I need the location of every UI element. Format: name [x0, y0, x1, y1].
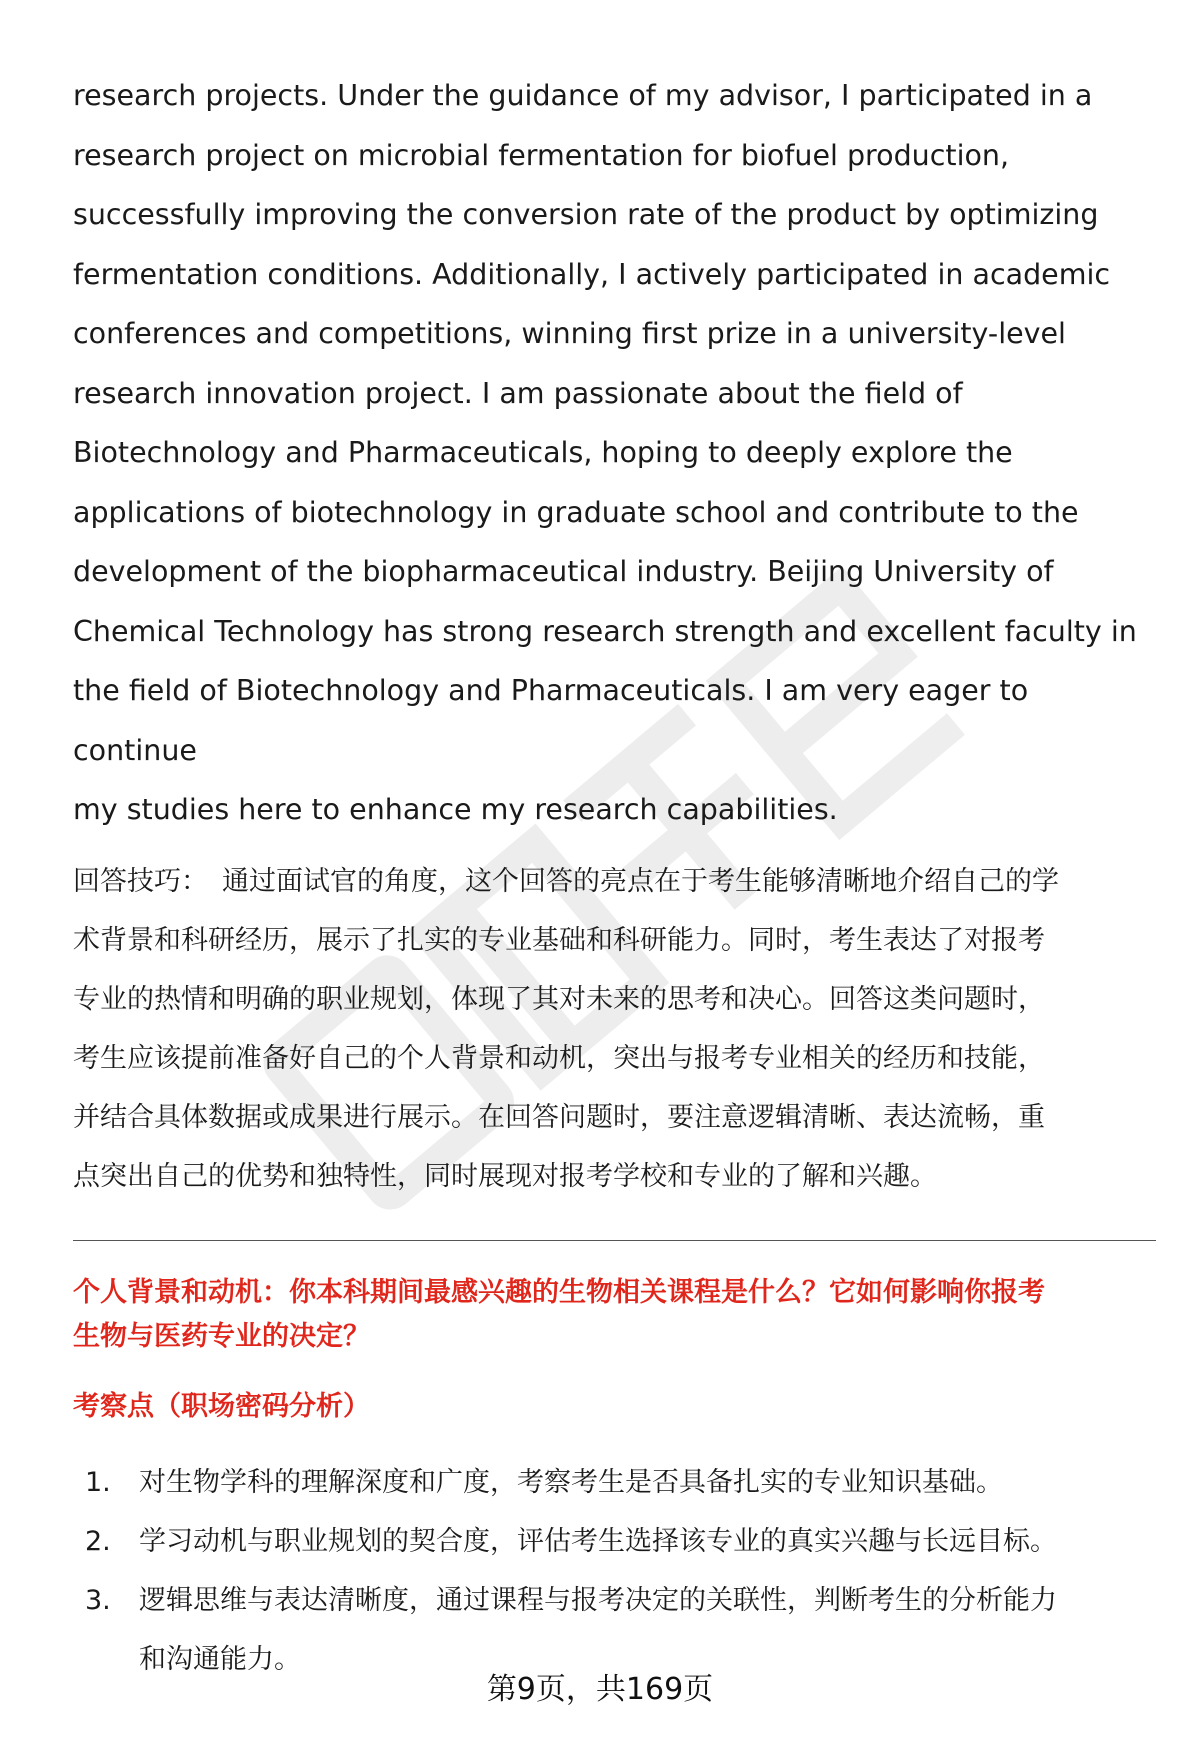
answer-line: successfully improving the conversion rate of the product by optimizing: [73, 198, 1099, 231]
answer-line: Chemical Technology has strong research strength and excellent faculty in: [73, 614, 1137, 648]
assessment-heading: 考察点（职场密码分析）: [73, 1390, 370, 1422]
tips-text: 通过面试官的角度，这个回答的亮点在于考生能够清晰地介绍自己的学: [222, 865, 1059, 897]
question-line: 生物与医药专业的决定？: [73, 1320, 370, 1352]
tips-line: [73, 852, 1153, 911]
answer-line: development of the biopharmaceutical industry. Beijing University of: [73, 555, 1054, 588]
list-item-number: 2.: [85, 1525, 111, 1557]
question-heading: [73, 1271, 1153, 1359]
list-item-text: [139, 1453, 1153, 1512]
section-divider: [73, 1240, 1156, 1241]
answer-tips: [73, 852, 1153, 1206]
answer-line: research innovation project. I am passionate about the field of: [73, 376, 963, 410]
tips-label: 回答技巧：: [73, 865, 208, 897]
list-item-line: 学习动机与职业规划的契合度，评估考生选择该专业的真实兴趣与长远目标。: [139, 1525, 1057, 1557]
answer-paragraph: [73, 66, 1153, 840]
tips-line: 术背景和科研经历，展示了扎实的专业基础和科研能力。同时，考生表达了对报考: [73, 924, 1045, 956]
question-line: 个人背景和动机：你本科期间最感兴趣的生物相关课程是什么？它如何影响你报考: [73, 1276, 1045, 1308]
tips-line: 专业的热情和明确的职业规划，体现了其对未来的思考和决心。回答这类问题时，: [73, 983, 1045, 1015]
list-item-line: 和沟通能力。: [139, 1643, 301, 1675]
tips-line: 并结合具体数据或成果进行展示。在回答问题时，要注意逻辑清晰、表达流畅，重: [73, 1101, 1045, 1133]
answer-line: fermentation conditions. Additionally, I actively participated in academic: [73, 257, 1111, 291]
list-item-number: 3.: [85, 1584, 111, 1616]
list-item: [73, 1453, 1153, 1512]
page-number: 第9页，共169页: [486, 1672, 714, 1707]
list-item-number: 1.: [85, 1466, 111, 1498]
answer-line: applications of biotechnology in graduate school and contribute to the: [73, 495, 1079, 529]
answer-line: research project on microbial fermentation for biofuel production,: [73, 138, 1010, 172]
list-item: [73, 1512, 1153, 1571]
tips-line: 点突出自己的优势和独特性，同时展现对报考学校和专业的了解和兴趣。: [73, 1160, 937, 1192]
page-content: [73, 66, 1153, 1689]
list-item-line: 对生物学科的理解深度和广度，考察考生是否具备扎实的专业知识基础。: [139, 1466, 1003, 1498]
answer-line: my studies here to enhance my research capabilities.: [73, 793, 838, 826]
list-item-line: 逻辑思维与表达清晰度，通过课程与报考决定的关联性，判断考生的分析能力: [139, 1584, 1057, 1616]
answer-line: conferences and competitions, winning first prize in a university-level: [73, 317, 1066, 350]
answer-line: the field of Biotechnology and Pharmaceuticals. I am very eager to continue: [73, 674, 1029, 767]
tips-line: 考生应该提前准备好自己的个人背景和动机，突出与报考专业相关的经历和技能，: [73, 1042, 1045, 1074]
answer-line: research projects. Under the guidance of my advisor, I participated in a: [73, 79, 1093, 112]
answer-line: Biotechnology and Pharmaceuticals, hoping to deeply explore the: [73, 436, 1013, 469]
assessment-list: [73, 1453, 1153, 1689]
list-item-text: [139, 1512, 1153, 1571]
